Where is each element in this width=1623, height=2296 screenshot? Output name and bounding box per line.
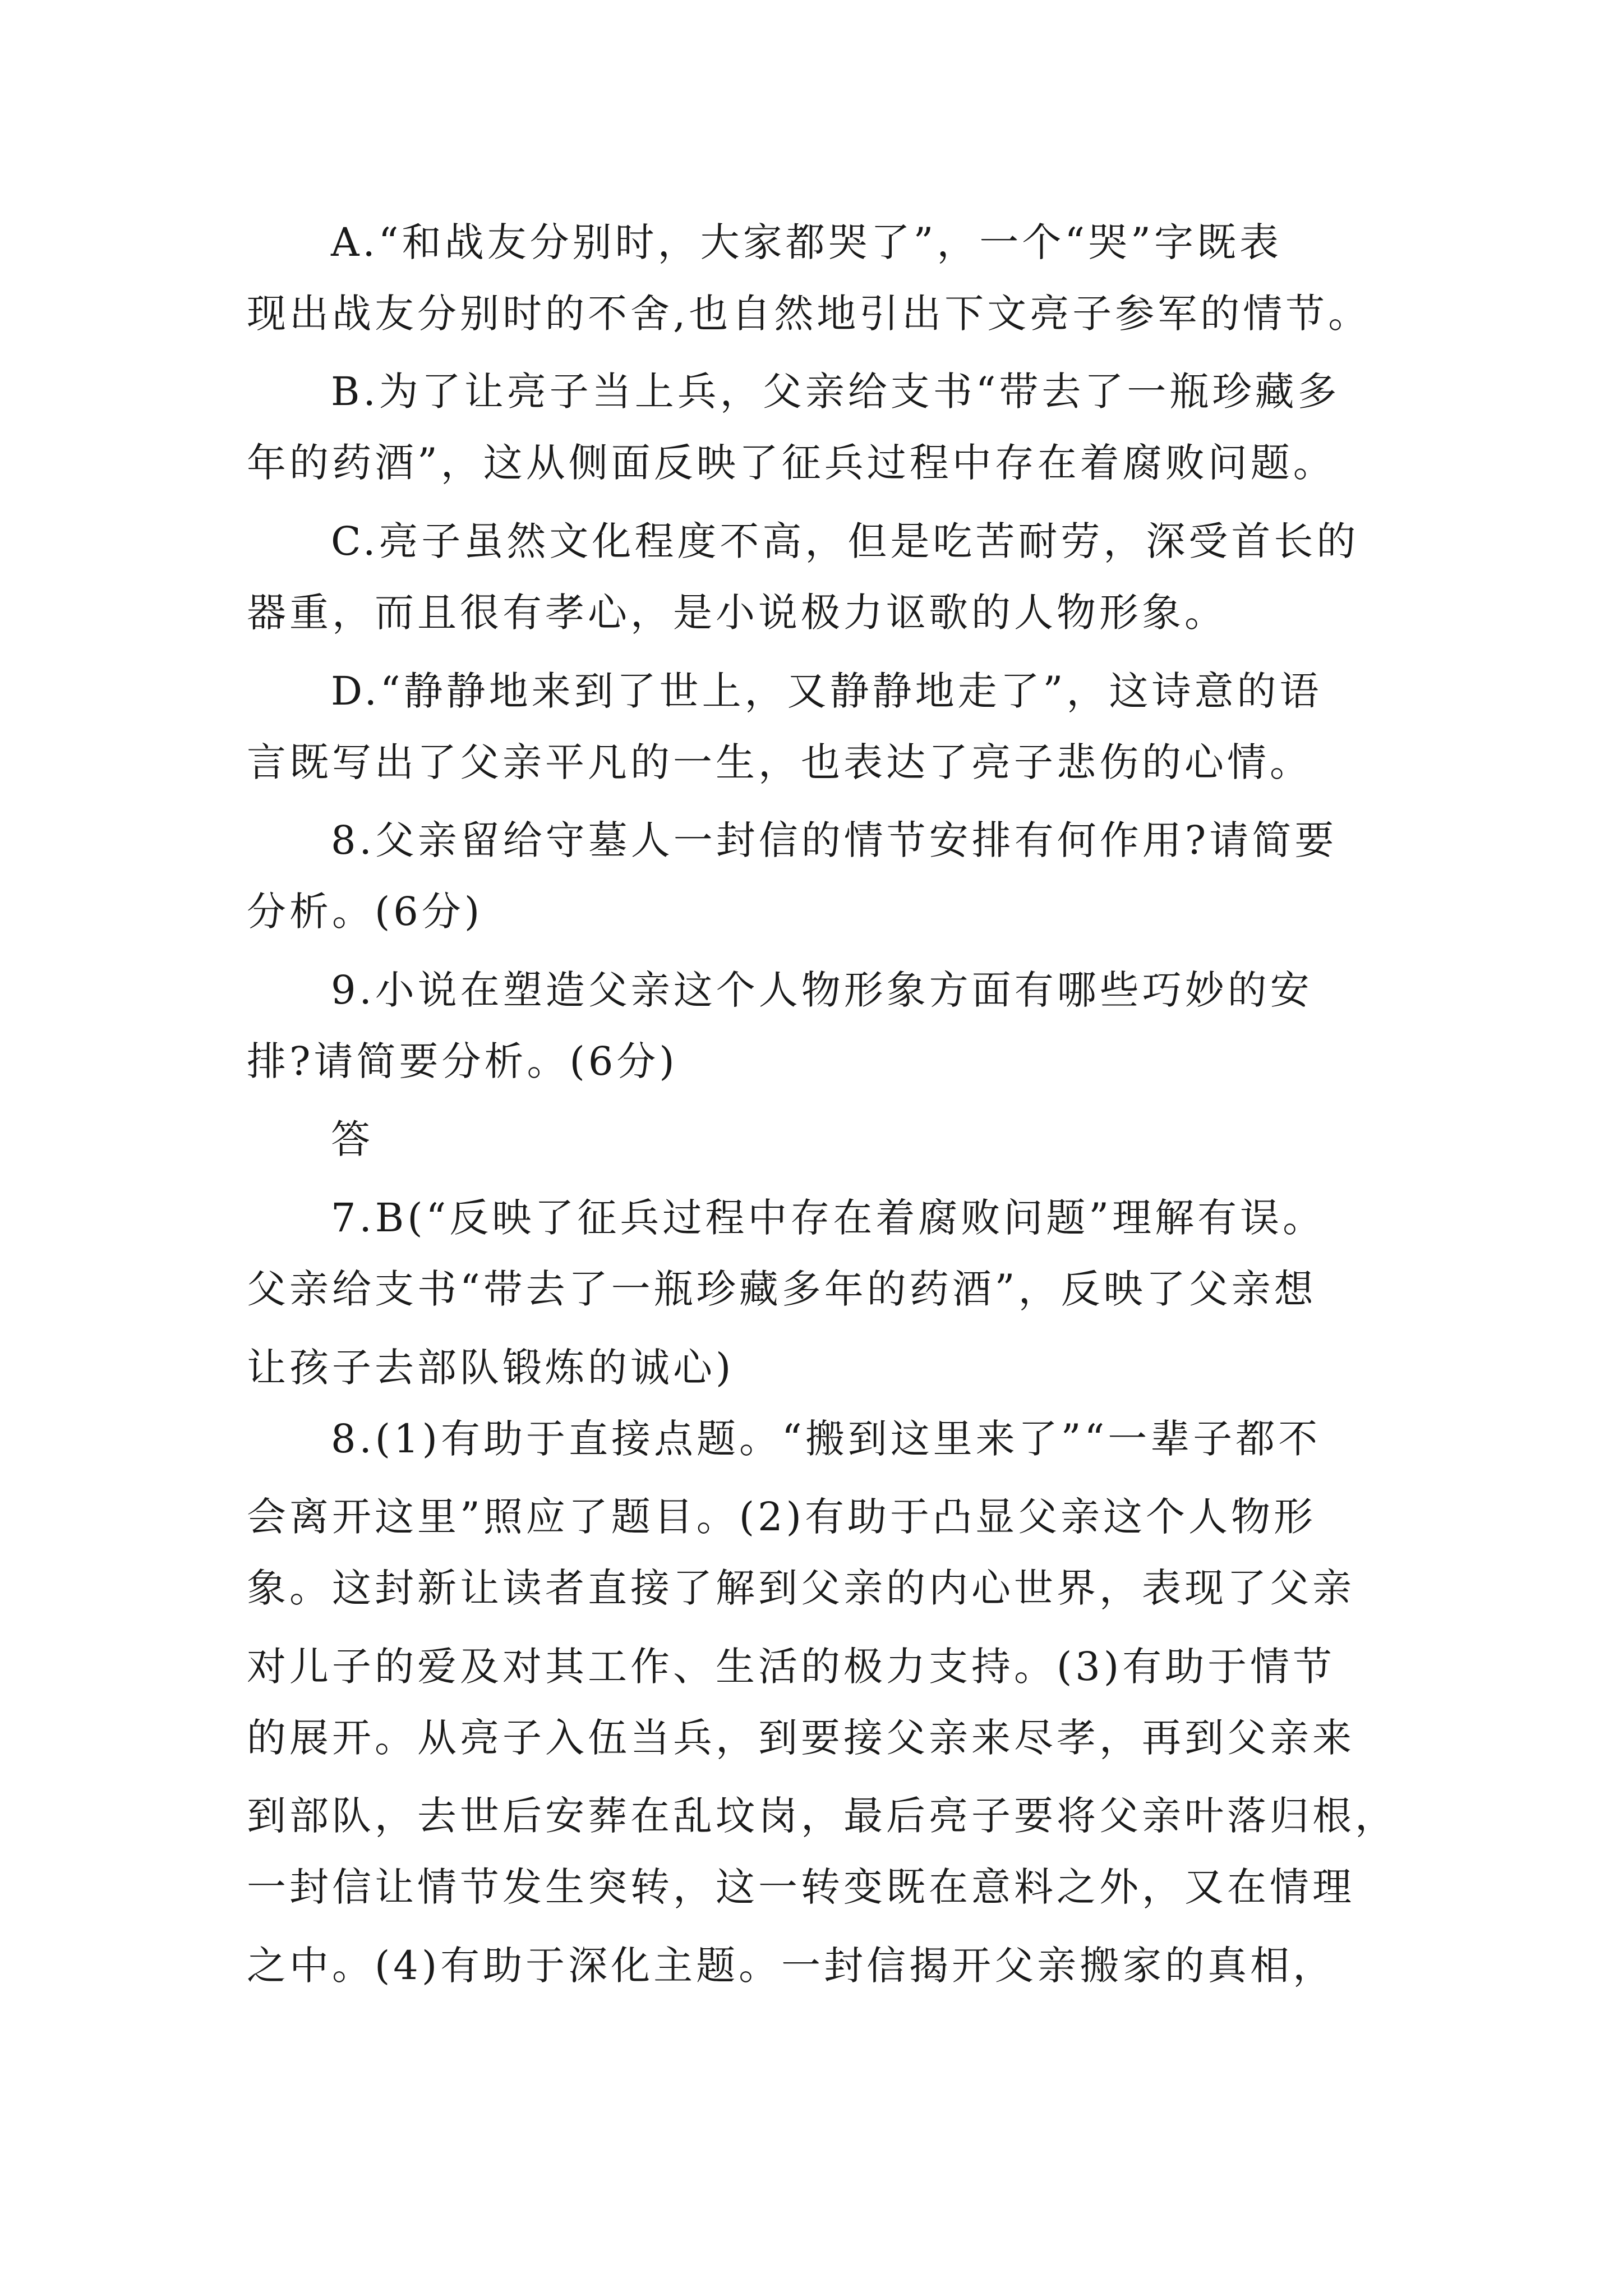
answer-heading: 答 — [331, 1116, 374, 1162]
answer-7-line-2: 父亲给支书“带去了一瓶珍藏多年的药酒”，反映了父亲想 — [247, 1266, 1317, 1312]
answer-7-line-3: 让孩子去部队锻炼的诚心) — [247, 1345, 735, 1391]
option-c-line-2: 器重，而且很有孝心，是小说极力讴歌的人物形象。 — [247, 590, 1227, 636]
question-9-line-2: 排?请简要分析。(6分) — [247, 1038, 678, 1084]
option-d-line-1: D.“静静地来到了世上，又静静地走了”，这诗意的语 — [331, 668, 1322, 714]
answer-8-line-1: 8.(1)有助于直接点题。“搬到这里来了”“一辈子都不 — [331, 1416, 1321, 1462]
question-8-line-1: 8.父亲留给守墓人一封信的情节安排有何作用?请简要 — [331, 817, 1338, 863]
option-c-line-1: C.亮子虽然文化程度不高，但是吃苦耐劳，深受首长的 — [331, 518, 1359, 564]
answer-8-line-6: 到部队，去世后安葬在乱坟岗，最后亮子要将父亲叶落归根， — [247, 1793, 1398, 1839]
answer-8-line-7: 一封信让情节发生突转，这一转变既在意料之外，又在情理 — [247, 1864, 1355, 1910]
answer-8-line-8: 之中。(4)有助于深化主题。一封信揭开父亲搬家的真相， — [247, 1943, 1336, 1989]
answer-8-line-3: 象。这封新让读者直接了解到父亲的内心世界，表现了父亲 — [247, 1565, 1355, 1611]
question-8-line-2: 分析。(6分) — [247, 889, 483, 935]
option-d-line-2: 言既写出了父亲平凡的一生，也表达了亮子悲伤的心情。 — [247, 739, 1312, 785]
option-a-line-2: 现出战友分别时的不舍,也自然地引出下文亮子参军的情节。 — [247, 291, 1371, 337]
question-9-line-1: 9.小说在塑造父亲这个人物形象方面有哪些巧妙的安 — [331, 967, 1313, 1013]
answer-8-line-2: 会离开这里”照应了题目。(2)有助于凸显父亲这个人物形 — [247, 1494, 1316, 1540]
answer-8-line-5: 的展开。从亮子入伍当兵，到要接父亲来尽孝，再到父亲来 — [247, 1715, 1355, 1761]
option-a-line-1: A.“和战友分别时，大家都哭了”，一个“哭”字既表 — [331, 219, 1282, 265]
answer-8-line-4: 对儿子的爱及对其工作、生活的极力支持。(3)有助于情节 — [247, 1644, 1336, 1690]
option-b-line-1: B.为了让亮子当上兵，父亲给支书“带去了一瓶珍藏多 — [331, 369, 1340, 415]
option-b-line-2: 年的药酒”，这从侧面反映了征兵过程中存在着腐败问题。 — [247, 440, 1336, 486]
answer-7-line-1: 7.B(“反映了征兵过程中存在着腐败问题”理解有误。 — [331, 1195, 1326, 1241]
